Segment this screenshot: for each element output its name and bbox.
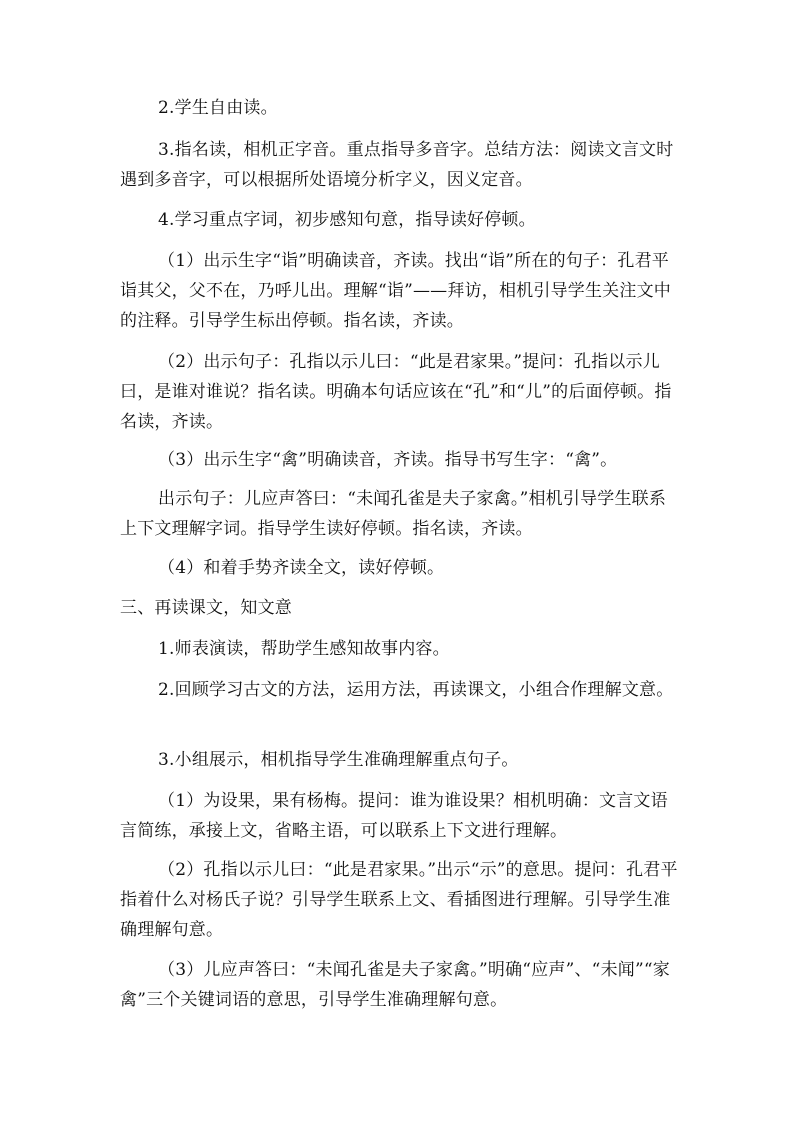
paragraph-5: （2）出示句子：孔指以示儿曰：“此是君家果。”提问：孔指以示儿曰，是谁对谁说？指名读。明确本句话应该在“孔”和“儿”的后面停顿。指名读，齐读。 bbox=[120, 352, 672, 432]
section-heading: 三、再读课文，知文意 bbox=[120, 598, 292, 618]
paragraph-8: （4）和着手势齐读全文，读好停顿。 bbox=[158, 558, 445, 578]
paragraph-12: （1）为设果，果有杨梅。提问：谁为谁设果？相机明确：文言文语言简练，承接上文，省略主语，可以联系上下文进行理解。 bbox=[120, 791, 668, 841]
paragraph-4: （1）出示生字“诣”明确读音，齐读。找出“诣”所在的句子：孔君平诣其父，父不在，乃呼儿出。理解“诣”——拜访，相机引导学生关注文中的注释。引导学生标出停顿。指名读，齐读。 bbox=[120, 251, 671, 331]
paragraph-10: 2.回顾学习古文的方法，运用方法，再读课文，小组合作理解文意。 bbox=[158, 680, 674, 700]
paragraph-14: （3）儿应声答曰：“未闻孔雀是夫子家禽。”明确“应声”、“未闻”“家禽”三个关键词语的意思，引导学生准确理解句意。 bbox=[120, 960, 670, 1010]
paragraph-9: 1.师表演读，帮助学生感知故事内容。 bbox=[158, 639, 450, 659]
paragraph-7: 出示句子：儿应声答曰：“未闻孔雀是夫子家禽。”相机引导学生联系上下文理解字词。指导学生读好停顿。指名读，齐读。 bbox=[120, 489, 667, 539]
paragraph-6: （3）出示生字“禽”明确读音，齐读。指导书写生字：“禽”。 bbox=[158, 450, 618, 470]
paragraph-3: 4.学习重点字词，初步感知句意，指导读好停顿。 bbox=[158, 210, 536, 230]
paragraph-2: 3.指名读，相机正字音。重点指导多音字。总结方法：阅读文言文时遇到多音字，可以根据所处语境分析字义，因义定音。 bbox=[120, 140, 674, 190]
paragraph-13: （2）孔指以示儿曰：“此是君家果。”出示“示”的意思。提问：孔君平指着什么对杨氏子说？引导学生联系上文、看插图进行理解。引导学生准确理解句意。 bbox=[120, 860, 678, 940]
paragraph-1: 2.学生自由读。 bbox=[158, 98, 278, 118]
paragraph-11: 3.小组展示，相机指导学生准确理解重点句子。 bbox=[158, 750, 519, 770]
